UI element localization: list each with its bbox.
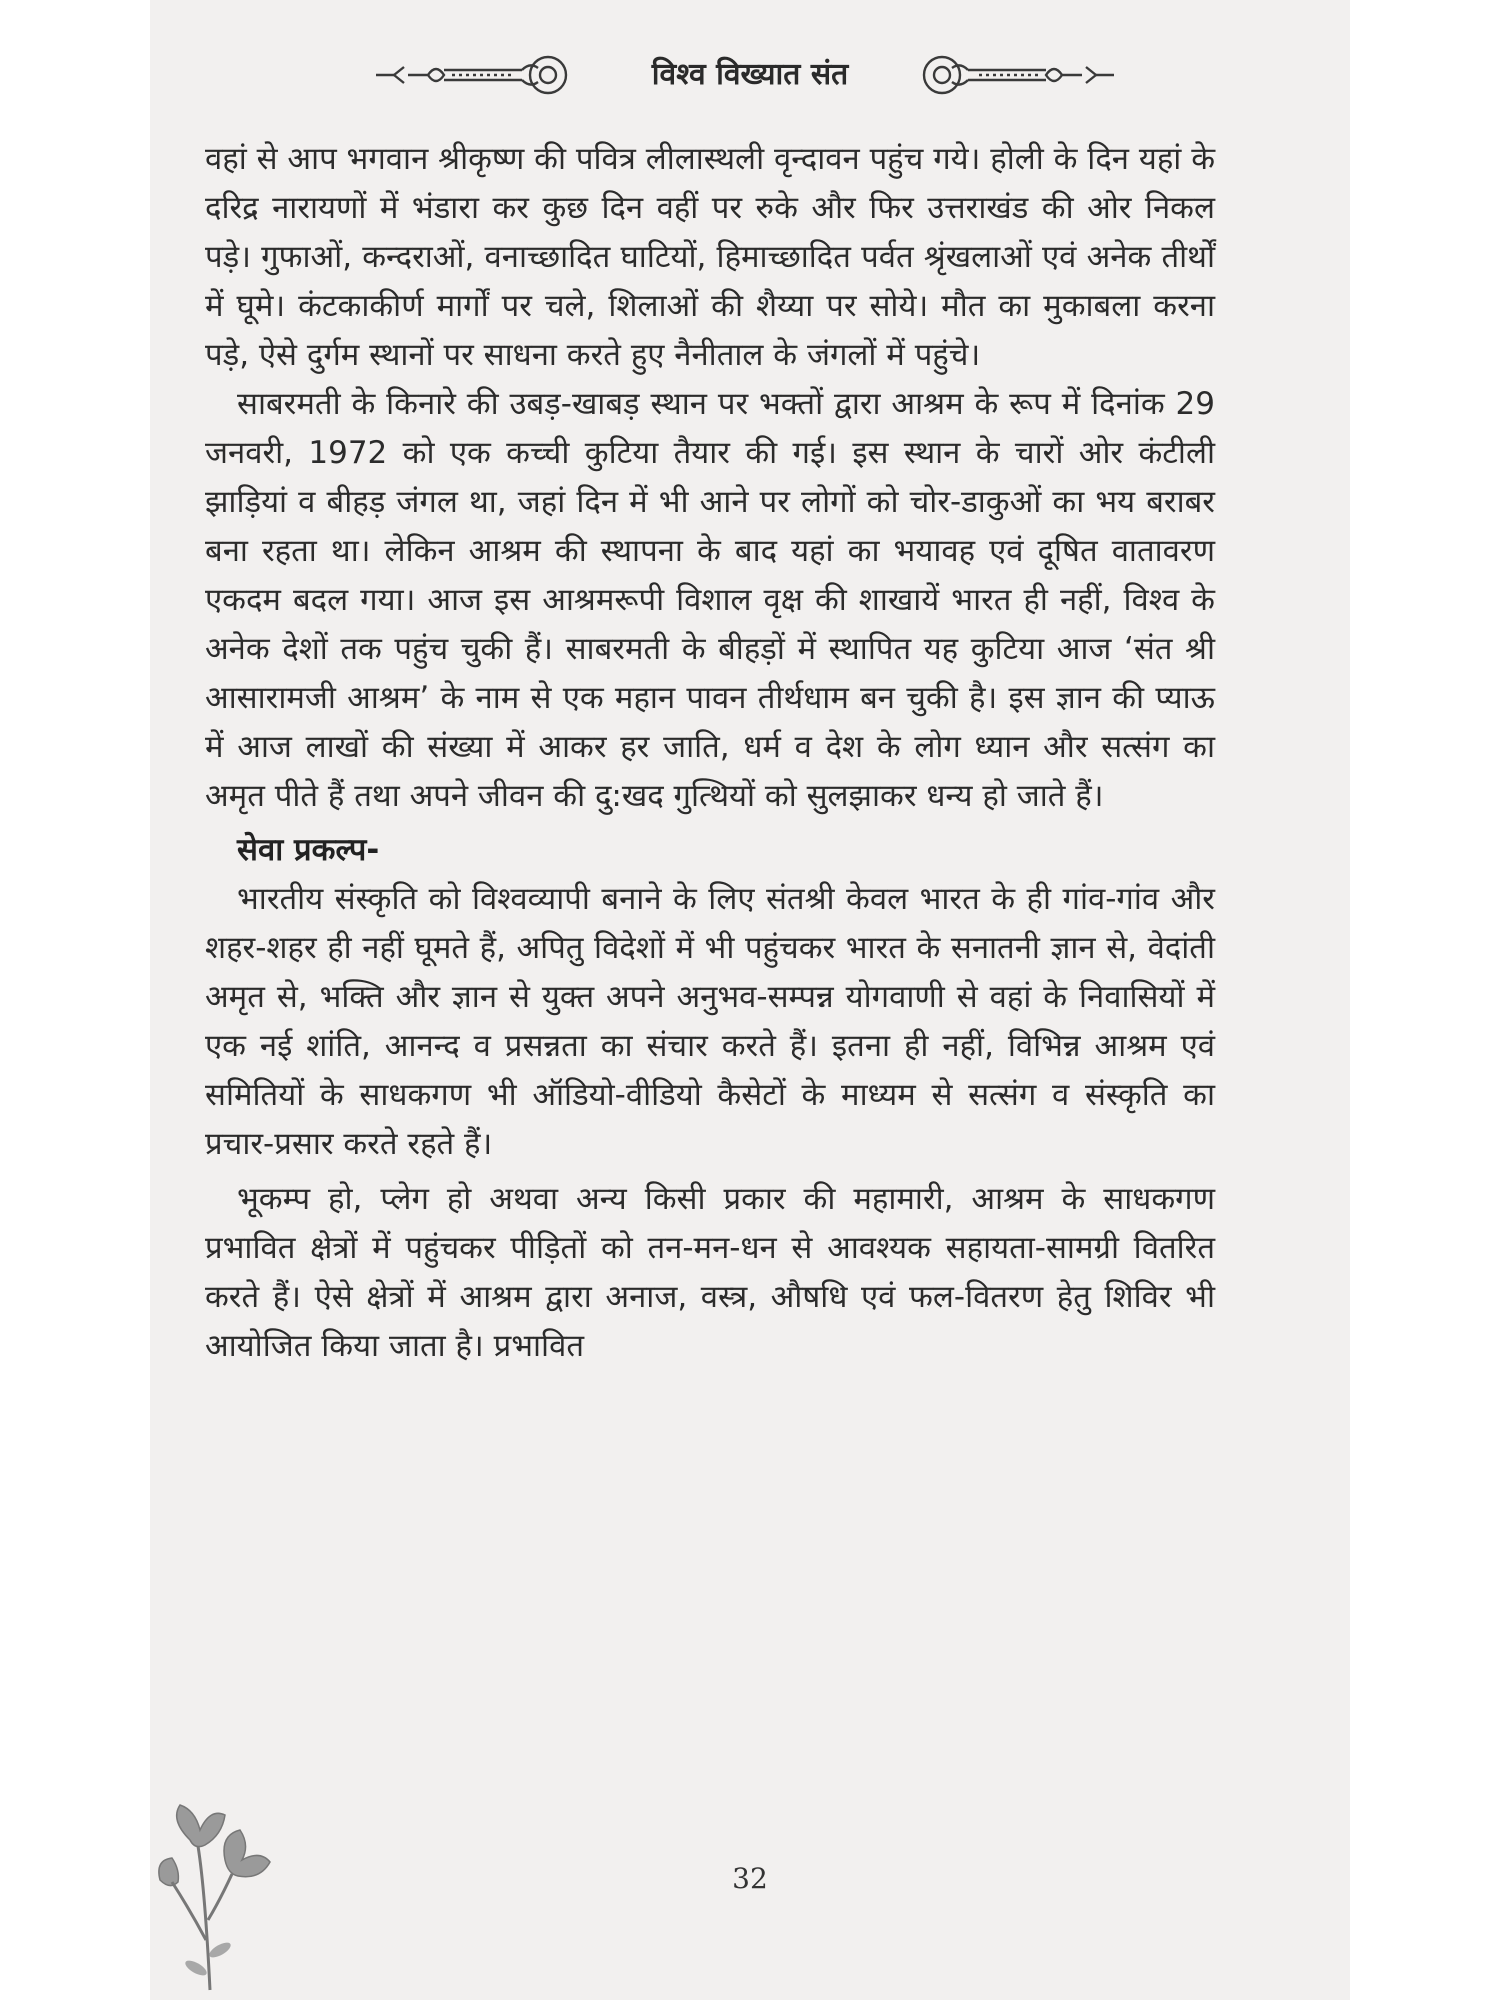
- section-heading: सेवा प्रकल्प-: [237, 832, 380, 868]
- body-text: [205, 135, 1215, 1371]
- paragraph: साबरमती के किनारे की उबड़-खाबड़ स्थान पर भक्तों द्वारा आश्रम के रूप में दिनांक 29 जनवरी, 1972 को एक कच्ची कुटिया तैयार की गई। इस स्थान के चारों ओर कंटीली झाड़ियां व बीहड़ जंगल था, जहां दिन में भी आने पर लोगों को चोर-डाकुओं का भय बराबर बना रहता था। लेकिन आश्रम की स्थापना के बाद यहां का भयावह एवं दूषित वातावरण एकदम बदल गया। आज इस आश्रमरूपी विशाल वृक्ष की शाखायें भारत ही नहीं, विश्व के अनेक देशों तक पहुंच चुकी हैं। साबरमती के बीहड़ों में स्थापित यह कुटिया आज ‘संत श्री आसारामजी आश्रम’ के नाम से एक महान पावन तीर्थधाम बन चुकी है। इस ज्ञान की प्याऊ में आज लाखों की संख्या में आकर हर जाति, धर्म व देश के लोग ध्यान और सत्संग का अमृत पीते हैं तथा अपने जीवन की दु:खद गुत्थियों को सुलझाकर धन्य हो जाते हैं।: [205, 386, 1215, 814]
- running-header: [150, 44, 1350, 104]
- paragraph: भूकम्प हो, प्लेग हो अथवा अन्य किसी प्रकार की महामारी, आश्रम के साधकगण प्रभावित क्षेत्रों में पहुंचकर पीड़ितों को तन-मन-धन से आवश्यक सहायता-सामग्री वितरित करते हैं। ऐसे क्षेत्रों में आश्रम द्वारा अनाज, वस्त्र, औषधि एवं फल-वितरण हेतु शिविर भी आयोजित किया जाता है। प्रभावित: [205, 1181, 1215, 1364]
- page-number: 32: [732, 1862, 768, 1895]
- book-page: [150, 0, 1350, 2000]
- header-title: विश्व विख्यात संत: [651, 57, 849, 92]
- paragraph: वहां से आप भगवान श्रीकृष्ण की पवित्र लीलास्थली वृन्दावन पहुंच गये। होली के दिन यहां के दरिद्र नारायणों में भंडारा कर कुछ दिन वहीं पर रुके और फिर उत्तराखंड की ओर निकल पड़े। गुफाओं, कन्दराओं, वनाच्छादित घाटियों, हिमाच्छादित पर्वत श्रृंखलाओं एवं अनेक तीर्थों में घूमे। कंटकाकीर्ण मार्गों पर चले, शिलाओं की शैय्या पर सोये। मौत का मुकाबला करना पड़े, ऐसे दुर्गम स्थानों पर साधना करते हुए नैनीताल के जंगलों में पहुंचे।: [205, 141, 1215, 373]
- paragraph: भारतीय संस्कृति को विश्वव्यापी बनाने के लिए संतश्री केवल भारत के ही गांव-गांव और शहर-शहर ही नहीं घूमते हैं, अपितु विदेशों में भी पहुंचकर भारत के सनातनी ज्ञान से, वेदांती अमृत से, भक्ति और ज्ञान से युक्त अपने अनुभव-सम्पन्न योगवाणी से वहां के निवासियों में एक नई शांति, आनन्द व प्रसन्नता का संचार करते हैं। इतना ही नहीं, विभिन्न आश्रम एवं समितियों के साधकगण भी ऑडियो-वीडियो कैसेटों के माध्यम से सत्संग व संस्कृति का प्रचार-प्रसार करते रहते हैं।: [205, 881, 1215, 1162]
- scroll-ornament-icon: [372, 50, 572, 100]
- scroll-ornament-icon: [918, 50, 1118, 100]
- flower-icon: [150, 1800, 290, 2000]
